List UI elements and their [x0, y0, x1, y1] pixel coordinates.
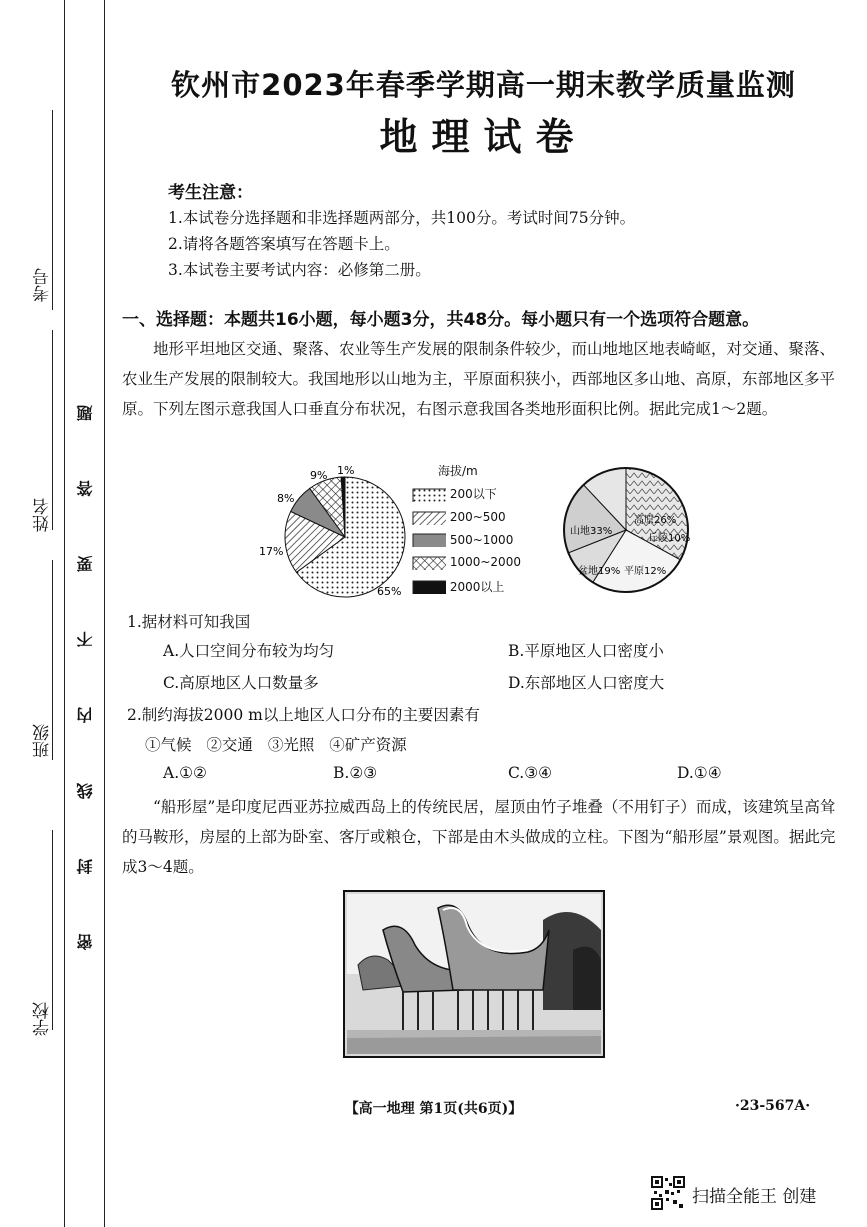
field-banji-label: 班级 — [33, 724, 53, 758]
q2-option-d: D.①④ — [677, 764, 722, 782]
legend-label: 2000以上 — [449, 579, 505, 594]
chart-legend — [412, 462, 521, 595]
field-xingming-label: 姓名 — [33, 498, 53, 532]
q1-stem: 1.据材料可知我国 — [127, 613, 251, 631]
field-xuexiao-line — [52, 830, 53, 1030]
legend-title: 海拔/m — [438, 464, 478, 478]
exam-title: 钦州市2023年春季学期高一期末教学质量监测 — [171, 68, 796, 102]
pie-label-65: 65% — [377, 585, 402, 598]
notice-title: 考生注意： — [168, 183, 253, 203]
q1-option-c: C.高原地区人口数量多 — [163, 674, 319, 692]
terrain-label-qiuling: 丘陵10% — [648, 533, 691, 544]
section-heading: 一、选择题：本题共16小题，每小题3分，共48分。每小题只有一个选项符合题意。 — [122, 310, 760, 330]
q1-option-b: B.平原地区人口密度小 — [508, 642, 664, 660]
margin-line-left — [64, 0, 65, 1227]
field-kaohao-label: 考号 — [33, 268, 53, 302]
terrain-pie-chart — [558, 462, 694, 598]
qr-code-icon — [651, 1176, 685, 1210]
legend-label: 1000~2000 — [449, 555, 521, 569]
q2-option-b: B.②③ — [333, 764, 378, 782]
notice-item: 1.本试卷分选择题和非选择题两部分，共100分。考试时间75分钟。 — [168, 209, 636, 227]
population-pie-chart — [255, 455, 425, 605]
notice-item: 2.请将各题答案填写在答题卡上。 — [168, 235, 400, 253]
pie-label-8: 8% — [277, 492, 295, 505]
legend-item — [412, 578, 521, 595]
field-xuexiao-label: 学校 — [33, 1002, 53, 1036]
q1-option-d: D.东部地区人口密度大 — [508, 674, 665, 692]
passage-boat-house: “船形屋”是印度尼西亚苏拉威西岛上的传统民居，屋顶由竹子堆叠（不用钉子）而成，该建筑呈高耸的马鞍形，房屋的上部为卧室、客厅或粮仓，下部是由木头做成的立柱。下图为“船形屋”景观图。据此完成3～4题。 — [122, 798, 836, 876]
terrain-label-pingyuan: 平原12% — [624, 566, 667, 577]
q2-factors: ①气候 ②交通 ③光照 ④矿产资源 — [145, 736, 407, 754]
boat-house-photo — [343, 890, 605, 1058]
legend-label: 200~500 — [449, 510, 506, 524]
pie-label-17: 17% — [259, 545, 284, 558]
seal-line-text: 密 封 线 内 不 要 答 题 — [76, 378, 95, 950]
legend-item — [412, 555, 521, 570]
terrain-label-shandi: 山地33% — [570, 526, 613, 537]
legend-label: 200以下 — [449, 487, 497, 501]
scanner-watermark: 扫描全能王 创建 — [692, 1187, 817, 1207]
field-kaohao-line — [52, 110, 53, 310]
q2-option-a: A.①② — [163, 764, 207, 782]
q2-stem: 2.制约海拔2000 m以上地区人口分布的主要因素有 — [127, 706, 480, 724]
field-xingming-line — [52, 330, 53, 530]
exam-code: ·23-567A· — [735, 1098, 811, 1114]
exam-subject: 地理试卷 — [379, 115, 588, 159]
field-banji-line — [52, 560, 53, 760]
legend-item — [412, 510, 521, 525]
pie-label-1: 1% — [337, 464, 355, 477]
page-footer: 【高一地理 第1页(共6页)】 — [344, 1101, 523, 1117]
q1-option-a: A.人口空间分布较为均匀 — [163, 642, 335, 660]
q2-option-c: C.③④ — [508, 764, 553, 782]
intro-paragraph: 地形平坦地区交通、聚落、农业等生产发展的限制条件较少，而山地地区地表崎岖，对交通、聚落、农业生产发展的限制较大。我国地形以山地为主，平原面积狭小，西部地区多山地、高原，东部地区多平原。下列左图示意我国人口垂直分布状况，右图示意我国各类地形面积比例。据此完成1～2题。 — [122, 340, 836, 418]
legend-item — [412, 485, 521, 502]
notice-item: 3.本试卷主要考试内容：必修第二册。 — [168, 261, 431, 279]
legend-label: 500~1000 — [449, 532, 514, 547]
terrain-label-gaoyuan: 高原26% — [634, 515, 677, 526]
pie-label-9: 9% — [310, 469, 328, 482]
terrain-label-pendi: 盆地19% — [578, 566, 621, 577]
margin-line-right — [104, 0, 105, 1227]
legend-item — [412, 533, 521, 548]
